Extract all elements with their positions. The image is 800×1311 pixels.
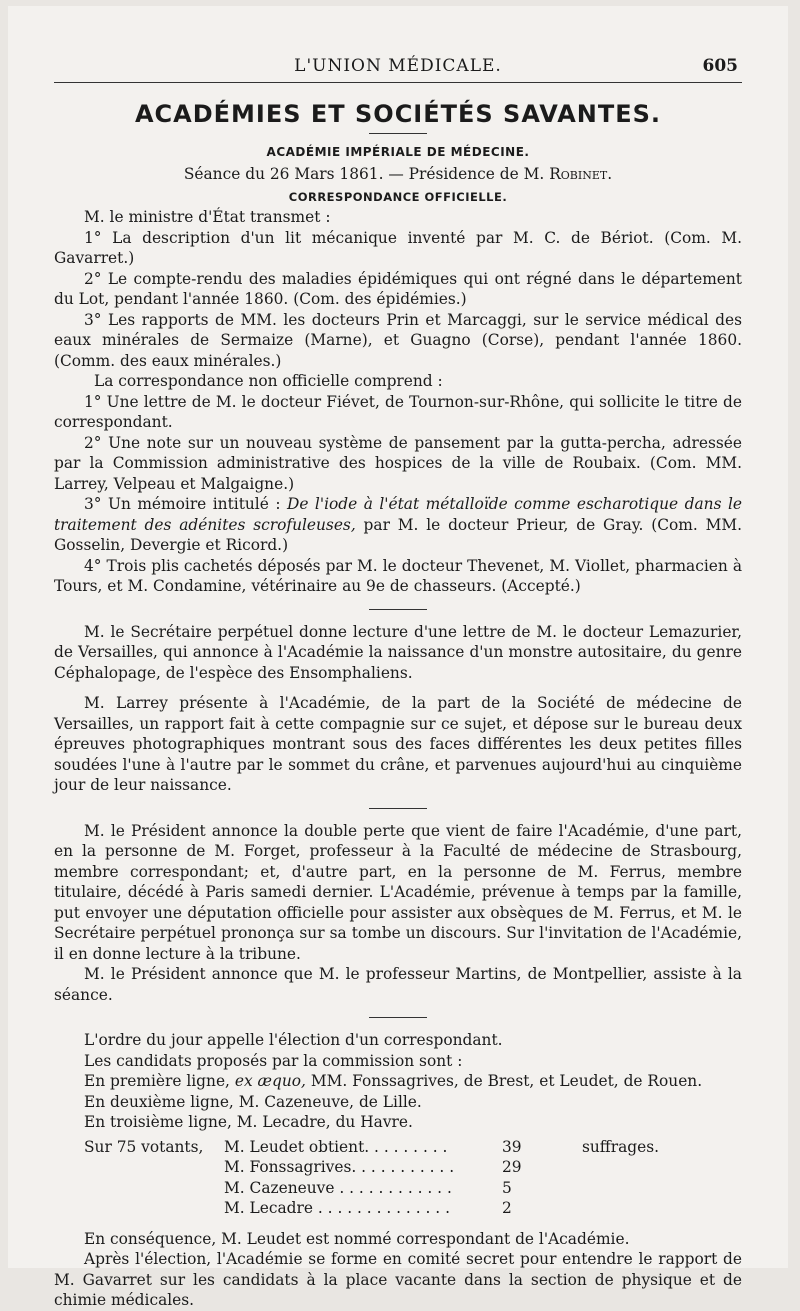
vote-intro: Sur 75 votants, (84, 1137, 204, 1156)
line-1-italic: ex æquo, (234, 1072, 306, 1090)
paragraph-result: En conséquence, M. Leudet est nommé correspondant de l'Académie. (84, 1229, 630, 1248)
running-header (54, 56, 742, 83)
vote-unit: suffrages. (582, 1137, 660, 1156)
paragraph-after: Après l'élection, l'Académie se forme en comité secret pour entendre le rapport de M. Gavarret sur les candidats à la place vacante dans la section de physique et de chimie médicales. (54, 1250, 742, 1309)
vote-row (54, 1198, 659, 1219)
vote-row (54, 1137, 659, 1158)
correspondence-heading: CORRESPONDANCE OFFICIELLE. (288, 189, 508, 204)
vote-candidate: M. Fonssagrives. . . . . . . . . . . (224, 1158, 455, 1176)
vote-count: 39 (502, 1137, 522, 1156)
paragraph-nonofficial-2: 2° Une note sur un nouveau système de pansement par la gutta-percha, adressée par la Commission administrative des hospices de la ville de Roubaix. (Com. MM. Larrey, Velpeau et Malgaigne.) (54, 433, 742, 493)
running-title: L'UNION MÉDICALE. (294, 56, 502, 76)
paragraph-secretary: M. le Secrétaire perpétuel donne lecture d'une lettre de M. le docteur Lemazurier, de Versailles, qui annonce à l'Académie la naissance d'un monstre autositaire, du genre Céphalopage, de l'espèce des Ensomphaliens. (54, 622, 742, 682)
paragraph-minister: M. le ministre d'État transmet : (84, 208, 331, 226)
paragraph-president-2: M. le Président annonce que M. le professeur Martins, de Montpellier, assiste à la séance. (54, 965, 742, 1004)
paragraph-item-3: 3° Les rapports de MM. les docteurs Prin et Marcaggi, sur le service médical des eaux minérales de Sermaize (Marne), et Guagno (Corse), pendant l'année 1860. (Comm. des eaux minérales.) (54, 310, 742, 370)
paragraph-line-2: En deuxième ligne, M. Cazeneuve, de Lille. (84, 1092, 422, 1111)
paragraph-president-1: M. le Président annonce la double perte que vient de faire l'Académie, d'une part, en la personne de M. Forget, professeur à la Faculté de médecine de Strasbourg, membre correspondant; et, d'autre part, en la personne de M. Ferrus, membre titulaire, décédé à Paris samedi dernier. L'Académie, prévenue à temps par la famille, put envoyer une députation officielle pour assister aux obsèques de M. Ferrus, et M. le Secrétaire perpétuel prononça sur sa tombe un discours. Sur l'invitation de l'Académie, il en donne lecture à la tribune. (54, 821, 742, 963)
paragraph-item-1: 1° La description d'un lit mécanique inventé par M. C. de Bériot. (Com. M. Gavarret.) (54, 228, 742, 267)
line-1-start: En première ligne, (84, 1072, 235, 1090)
paragraph-nonofficial-3 (54, 494, 742, 556)
memoir-end: par M. le docteur Prieur, de Gray. (Com. MM. Gosselin, Devergie et Ricord.) (54, 515, 742, 554)
title-rule (369, 133, 427, 134)
vote-candidate: M. Lecadre . . . . . . . . . . . . . . (224, 1199, 450, 1217)
session-suffix: . (607, 165, 613, 183)
vote-candidate: M. Cazeneuve . . . . . . . . . . . . (224, 1178, 452, 1197)
session-prefix: Séance du 26 Mars 1861. — Présidence de M. (183, 165, 550, 183)
academy-title: ACADÉMIE IMPÉRIALE DE MÉDECINE. (266, 144, 530, 159)
page (8, 6, 788, 1309)
paragraph-larrey: M. Larrey présente à l'Académie, de la part de la Société de médecine de Versailles, un rapport fait à cette compagnie sur ce sujet, et dépose sur le bureau deux épreuves photographiques montrant sous des faces différentes les deux petites filles soudées l'une à l'autre par le sommet du crâne, et parvenues aujourd'hui au cinquième jour de leur naissance. (54, 694, 742, 794)
paragraph-line-3: En troisième ligne, M. Lecadre, du Havre. (84, 1113, 413, 1131)
section-separator (369, 609, 427, 610)
section-separator-2 (369, 808, 427, 809)
vote-unit (582, 1178, 659, 1199)
article-body (54, 98, 742, 1311)
section-title: ACADÉMIES ET SOCIÉTÉS SAVANTES. (134, 100, 662, 128)
vote-candidate: M. Leudet obtient. . . . . . . . . (224, 1137, 448, 1156)
vote-count: 5 (502, 1178, 512, 1197)
paragraph-item-2: 2° Le compte-rendu des maladies épidémiques qui ont régné dans le département du Lot, pendant l'année 1860. (Com. des épidémies.) (54, 269, 742, 308)
vote-unit (582, 1157, 659, 1178)
vote-row (54, 1178, 659, 1199)
page-number: 605 (702, 56, 738, 76)
memoir-intro: 3° Un mémoire intitulé : (84, 495, 287, 513)
paragraph-candidates: Les candidats proposés par la commission sont : (84, 1051, 463, 1070)
memoir-title: De l'iode à l'état métalloïde comme escharotique dans le traitement des adénites scrofuleuses, (54, 495, 742, 534)
vote-count: 2 (502, 1199, 512, 1217)
vote-unit (582, 1198, 659, 1219)
session-line (54, 164, 742, 185)
vote-table (54, 1137, 659, 1219)
paragraph-order: L'ordre du jour appelle l'élection d'un correspondant. (84, 1031, 503, 1049)
line-1-end: MM. Fonssagrives, de Brest, et Leudet, de Rouen. (305, 1072, 703, 1090)
session-president: Robinet (549, 165, 608, 183)
paragraph-line-1 (54, 1071, 742, 1092)
vote-count: 29 (502, 1158, 522, 1176)
paragraph-nonofficial-4: 4° Trois plis cachetés déposés par M. le docteur Thevenet, M. Viollet, pharmacien à Tours, et M. Condamine, vétérinaire au 9e de chasseurs. (Accepté.) (54, 556, 742, 595)
paragraph-nonofficial-1: 1° Une lettre de M. le docteur Fiévet, de Tournon-sur-Rhône, qui sollicite le titre de correspondant. (54, 392, 742, 431)
vote-row (54, 1157, 659, 1178)
paragraph-nonofficial: La correspondance non officielle comprend : (94, 372, 443, 390)
section-separator-3 (369, 1017, 427, 1018)
